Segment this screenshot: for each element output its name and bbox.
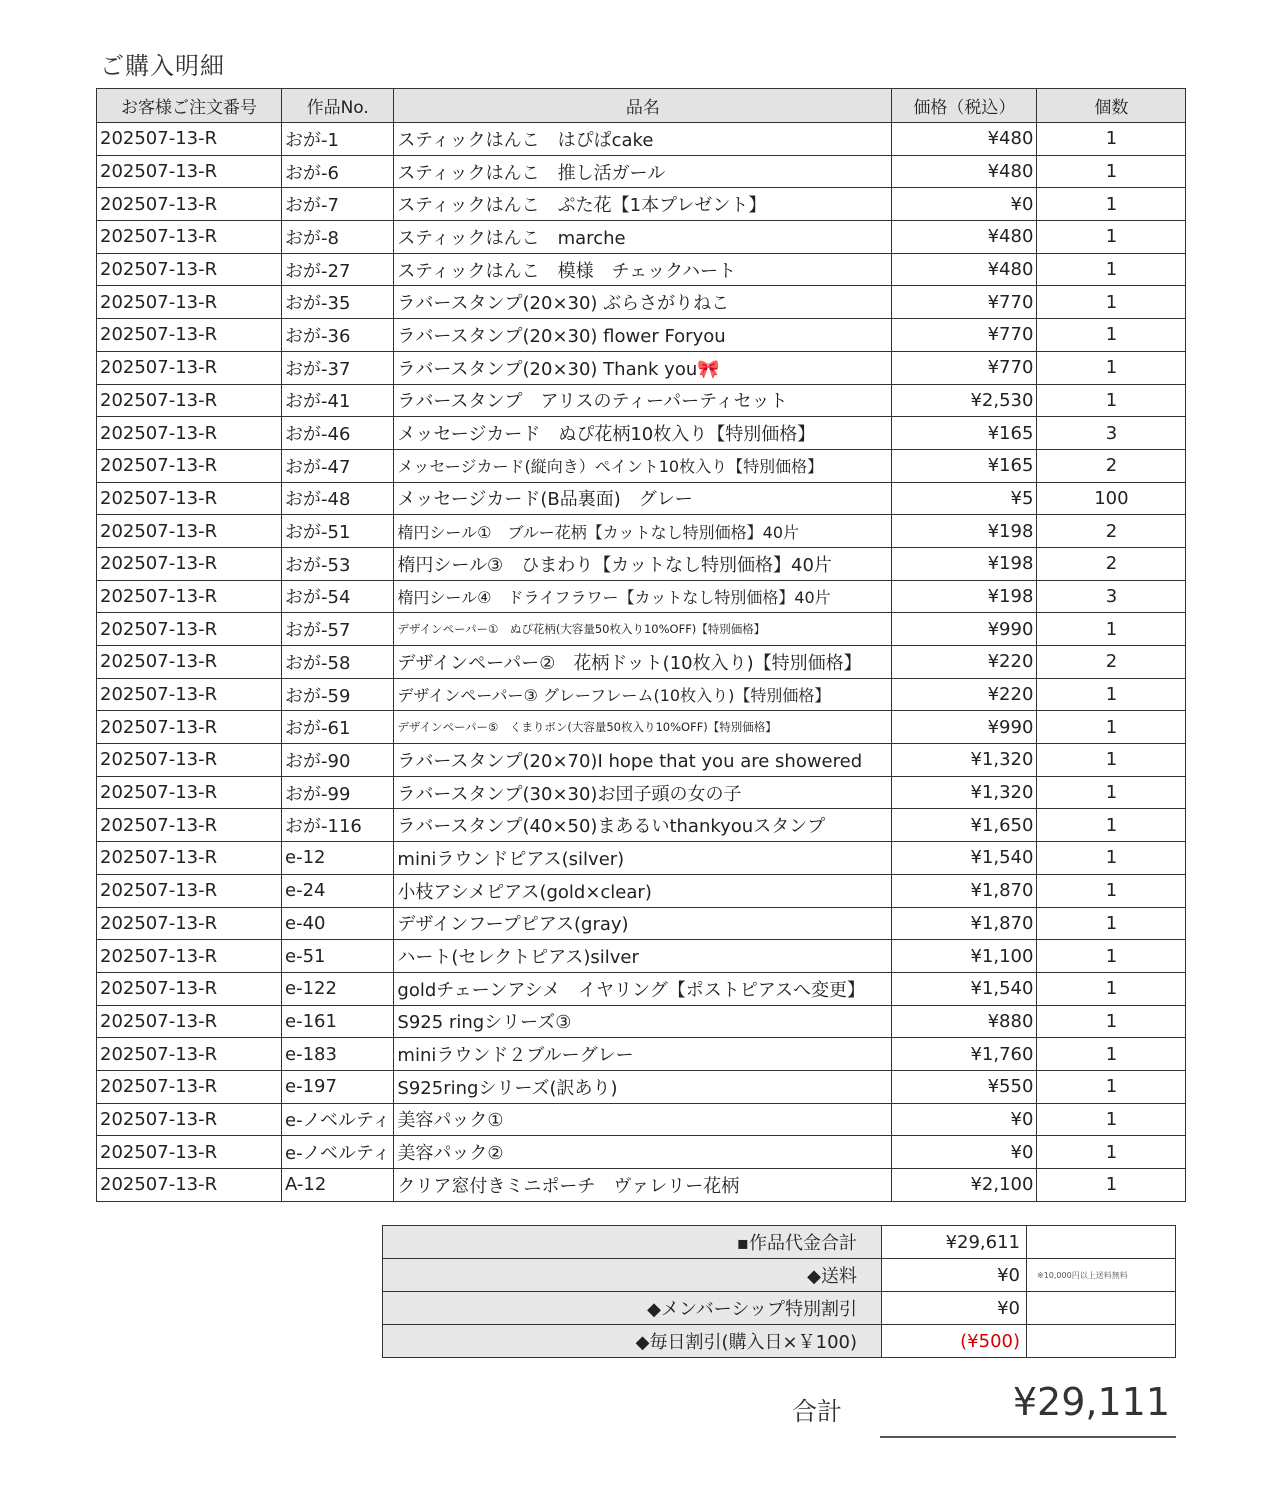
table-row <box>97 842 1186 875</box>
column-header-product-name: 品名 <box>394 89 892 123</box>
table-row <box>97 744 1186 777</box>
price-cell: ¥480 <box>892 155 1037 188</box>
table-row <box>97 351 1186 384</box>
quantity-cell: 2 <box>1037 449 1186 482</box>
price-cell: ¥2,530 <box>892 384 1037 417</box>
product-name-cell: デザインフープピアス(gray) <box>394 907 892 940</box>
price-cell: ¥1,870 <box>892 874 1037 907</box>
price-cell: ¥1,650 <box>892 809 1037 842</box>
price-cell: ¥770 <box>892 286 1037 319</box>
product-name-cell: ハート(セレクトピアス)silver <box>394 940 892 973</box>
quantity-cell: 2 <box>1037 515 1186 548</box>
product-name-cell: goldチェーンアシメ イヤリング【ポストピアスへ変更】 <box>394 972 892 1005</box>
quantity-cell: 1 <box>1037 678 1186 711</box>
order-number-cell: 202507-13-R <box>97 1005 282 1038</box>
item-number-cell: e-197 <box>282 1070 394 1103</box>
order-number-cell: 202507-13-R <box>97 188 282 221</box>
item-number-cell: おが-7 <box>282 188 394 221</box>
item-number-cell: おが-53 <box>282 547 394 580</box>
table-row <box>97 711 1186 744</box>
price-cell: ¥770 <box>892 351 1037 384</box>
order-number-cell: 202507-13-R <box>97 547 282 580</box>
summary-note <box>1027 1226 1176 1259</box>
summary-row <box>383 1325 1176 1358</box>
quantity-cell: 2 <box>1037 646 1186 679</box>
quantity-cell: 1 <box>1037 907 1186 940</box>
table-row <box>97 286 1186 319</box>
product-name-cell: S925 ringシリーズ③ <box>394 1005 892 1038</box>
order-number-cell: 202507-13-R <box>97 744 282 777</box>
table-row <box>97 678 1186 711</box>
table-row <box>97 776 1186 809</box>
product-name-cell: デザインペーパー② 花柄ドット(10枚入り)【特別価格】 <box>394 646 892 679</box>
table-row <box>97 613 1186 646</box>
item-number-cell: e-51 <box>282 940 394 973</box>
price-cell: ¥0 <box>892 1136 1037 1169</box>
item-number-cell: おが-99 <box>282 776 394 809</box>
item-number-cell: おが-90 <box>282 744 394 777</box>
quantity-cell: 1 <box>1037 188 1186 221</box>
quantity-cell: 1 <box>1037 286 1186 319</box>
item-number-cell: e-ノベルティ <box>282 1103 394 1136</box>
price-cell: ¥990 <box>892 711 1037 744</box>
table-header-row <box>97 89 1186 123</box>
quantity-cell: 1 <box>1037 155 1186 188</box>
summary-table <box>382 1225 1176 1358</box>
order-number-cell: 202507-13-R <box>97 155 282 188</box>
summary-value: ¥0 <box>882 1259 1027 1292</box>
order-number-cell: 202507-13-R <box>97 351 282 384</box>
quantity-cell: 1 <box>1037 221 1186 254</box>
quantity-cell: 1 <box>1037 744 1186 777</box>
price-cell: ¥770 <box>892 319 1037 352</box>
summary-value: (¥500) <box>882 1325 1027 1358</box>
item-number-cell: e-ノベルティ <box>282 1136 394 1169</box>
price-cell: ¥480 <box>892 253 1037 286</box>
price-cell: ¥1,540 <box>892 972 1037 1005</box>
quantity-cell: 2 <box>1037 547 1186 580</box>
table-row <box>97 1103 1186 1136</box>
price-cell: ¥550 <box>892 1070 1037 1103</box>
item-number-cell: おが-58 <box>282 646 394 679</box>
product-name-cell: スティックはんこ はぴぱcake <box>394 123 892 156</box>
page-title: ご購入明細 <box>100 52 225 80</box>
product-name-cell: miniラウンド２ブルーグレー <box>394 1038 892 1071</box>
item-number-cell: おが-46 <box>282 417 394 450</box>
quantity-cell: 1 <box>1037 613 1186 646</box>
order-number-cell: 202507-13-R <box>97 1103 282 1136</box>
product-name-cell: 小枝アシメピアス(gold×clear) <box>394 874 892 907</box>
table-row <box>97 1038 1186 1071</box>
product-name-cell: デザインペーパー① ぬぴ花柄(大容量50枚入り10%OFF)【特別価格】 <box>394 613 892 646</box>
order-number-cell: 202507-13-R <box>97 646 282 679</box>
table-row <box>97 1136 1186 1169</box>
summary-note: ※10,000円以上送料無料 <box>1027 1259 1176 1292</box>
product-name-cell: miniラウンドピアス(silver) <box>394 842 892 875</box>
summary-row <box>383 1226 1176 1259</box>
price-cell: ¥1,760 <box>892 1038 1037 1071</box>
table-row <box>97 809 1186 842</box>
order-number-cell: 202507-13-R <box>97 711 282 744</box>
order-number-cell: 202507-13-R <box>97 972 282 1005</box>
table-row <box>97 449 1186 482</box>
table-row <box>97 319 1186 352</box>
column-header-quantity: 個数 <box>1037 89 1186 123</box>
product-name-cell: ラバースタンプ(20×70)I hope that you are showered <box>394 744 892 777</box>
table-row <box>97 1005 1186 1038</box>
quantity-cell: 1 <box>1037 1038 1186 1071</box>
product-name-cell: 楕円シール④ ドライフラワー【カットなし特別価格】40片 <box>394 580 892 613</box>
price-cell: ¥220 <box>892 646 1037 679</box>
item-number-cell: おが-36 <box>282 319 394 352</box>
table-row <box>97 188 1186 221</box>
table-row <box>97 547 1186 580</box>
column-header-price: 価格（税込） <box>892 89 1037 123</box>
column-header-item-number: 作品No. <box>282 89 394 123</box>
summary-label: ▪作品代金合計 <box>383 1226 882 1259</box>
item-number-cell: おが-51 <box>282 515 394 548</box>
column-header-order-number: お客様ご注文番号 <box>97 89 282 123</box>
product-name-cell: スティックはんこ 推し活ガール <box>394 155 892 188</box>
quantity-cell: 1 <box>1037 842 1186 875</box>
item-number-cell: おが-35 <box>282 286 394 319</box>
product-name-cell: デザインペーパー③ グレーフレーム(10枚入り)【特別価格】 <box>394 678 892 711</box>
table-row <box>97 580 1186 613</box>
price-cell: ¥2,100 <box>892 1169 1037 1202</box>
grand-total-value: ¥29,111 <box>1012 1380 1170 1424</box>
quantity-cell: 3 <box>1037 580 1186 613</box>
purchase-details-table <box>96 88 1186 1202</box>
order-number-cell: 202507-13-R <box>97 515 282 548</box>
product-name-cell: ラバースタンプ(30×30)お団子頭の女の子 <box>394 776 892 809</box>
quantity-cell: 1 <box>1037 384 1186 417</box>
price-cell: ¥5 <box>892 482 1037 515</box>
table-row <box>97 1070 1186 1103</box>
quantity-cell: 1 <box>1037 123 1186 156</box>
product-name-cell: スティックはんこ ぷた花【1本プレゼント】 <box>394 188 892 221</box>
order-number-cell: 202507-13-R <box>97 449 282 482</box>
order-number-cell: 202507-13-R <box>97 940 282 973</box>
order-number-cell: 202507-13-R <box>97 319 282 352</box>
price-cell: ¥1,870 <box>892 907 1037 940</box>
table-row <box>97 123 1186 156</box>
table-row <box>97 253 1186 286</box>
price-cell: ¥880 <box>892 1005 1037 1038</box>
order-number-cell: 202507-13-R <box>97 221 282 254</box>
price-cell: ¥1,100 <box>892 940 1037 973</box>
table-row <box>97 940 1186 973</box>
table-row <box>97 1169 1186 1202</box>
product-name-cell: メッセージカード(縦向き）ペイント10枚入り【特別価格】 <box>394 449 892 482</box>
quantity-cell: 1 <box>1037 1103 1186 1136</box>
item-number-cell: おが-6 <box>282 155 394 188</box>
item-number-cell: おが-1 <box>282 123 394 156</box>
summary-label: ◆毎日割引(購入日×￥100) <box>383 1325 882 1358</box>
item-number-cell: A-12 <box>282 1169 394 1202</box>
price-cell: ¥165 <box>892 417 1037 450</box>
order-number-cell: 202507-13-R <box>97 776 282 809</box>
price-cell: ¥0 <box>892 188 1037 221</box>
item-number-cell: おが-57 <box>282 613 394 646</box>
order-number-cell: 202507-13-R <box>97 613 282 646</box>
table-body <box>97 123 1186 1202</box>
summary-row <box>383 1259 1176 1292</box>
order-number-cell: 202507-13-R <box>97 678 282 711</box>
quantity-cell: 1 <box>1037 776 1186 809</box>
item-number-cell: e-24 <box>282 874 394 907</box>
table-row <box>97 221 1186 254</box>
order-number-cell: 202507-13-R <box>97 123 282 156</box>
order-number-cell: 202507-13-R <box>97 482 282 515</box>
table-row <box>97 417 1186 450</box>
item-number-cell: e-40 <box>282 907 394 940</box>
table-row <box>97 874 1186 907</box>
grand-total-label: 合計 <box>792 1397 843 1426</box>
item-number-cell: おが-59 <box>282 678 394 711</box>
item-number-cell: おが-8 <box>282 221 394 254</box>
item-number-cell: おが-41 <box>282 384 394 417</box>
item-number-cell: e-12 <box>282 842 394 875</box>
product-name-cell: 美容パック② <box>394 1136 892 1169</box>
price-cell: ¥0 <box>892 1103 1037 1136</box>
quantity-cell: 100 <box>1037 482 1186 515</box>
summary-row <box>383 1292 1176 1325</box>
item-number-cell: おが-48 <box>282 482 394 515</box>
order-number-cell: 202507-13-R <box>97 1038 282 1071</box>
summary-label: ◆送料 <box>383 1259 882 1292</box>
price-cell: ¥1,320 <box>892 776 1037 809</box>
quantity-cell: 1 <box>1037 1136 1186 1169</box>
product-name-cell: ラバースタンプ(20×30) Thank you🎀 <box>394 351 892 384</box>
product-name-cell: スティックはんこ marche <box>394 221 892 254</box>
price-cell: ¥198 <box>892 580 1037 613</box>
product-name-cell: デザインペーパー⑤ くまりボン(大容量50枚入り10%OFF)【特別価格】 <box>394 711 892 744</box>
quantity-cell: 3 <box>1037 417 1186 450</box>
table-row <box>97 482 1186 515</box>
item-number-cell: おが-61 <box>282 711 394 744</box>
summary-value: ¥29,611 <box>882 1226 1027 1259</box>
product-name-cell: 楕円シール③ ひまわり【カットなし特別価格】40片 <box>394 547 892 580</box>
table-row <box>97 646 1186 679</box>
item-number-cell: e-122 <box>282 972 394 1005</box>
table-row <box>97 972 1186 1005</box>
product-name-cell: S925ringシリーズ(訳あり) <box>394 1070 892 1103</box>
order-number-cell: 202507-13-R <box>97 384 282 417</box>
order-number-cell: 202507-13-R <box>97 1169 282 1202</box>
table-row <box>97 384 1186 417</box>
item-number-cell: おが-54 <box>282 580 394 613</box>
item-number-cell: おが-27 <box>282 253 394 286</box>
price-cell: ¥198 <box>892 515 1037 548</box>
price-cell: ¥1,540 <box>892 842 1037 875</box>
item-number-cell: e-183 <box>282 1038 394 1071</box>
quantity-cell: 1 <box>1037 1070 1186 1103</box>
order-number-cell: 202507-13-R <box>97 286 282 319</box>
quantity-cell: 1 <box>1037 711 1186 744</box>
price-cell: ¥1,320 <box>892 744 1037 777</box>
price-cell: ¥480 <box>892 221 1037 254</box>
grand-total-underline <box>880 1436 1176 1438</box>
summary-label: ◆メンバーシップ特別割引 <box>383 1292 882 1325</box>
product-name-cell: ラバースタンプ アリスのティーパーティセット <box>394 384 892 417</box>
quantity-cell: 1 <box>1037 874 1186 907</box>
quantity-cell: 1 <box>1037 351 1186 384</box>
quantity-cell: 1 <box>1037 972 1186 1005</box>
table-row <box>97 155 1186 188</box>
quantity-cell: 1 <box>1037 253 1186 286</box>
summary-note <box>1027 1325 1176 1358</box>
summary-value: ¥0 <box>882 1292 1027 1325</box>
order-number-cell: 202507-13-R <box>97 874 282 907</box>
order-number-cell: 202507-13-R <box>97 907 282 940</box>
product-name-cell: 美容パック① <box>394 1103 892 1136</box>
product-name-cell: 楕円シール① ブルー花柄【カットなし特別価格】40片 <box>394 515 892 548</box>
price-cell: ¥220 <box>892 678 1037 711</box>
table-row <box>97 907 1186 940</box>
order-number-cell: 202507-13-R <box>97 253 282 286</box>
summary-body <box>383 1226 1176 1358</box>
order-number-cell: 202507-13-R <box>97 1070 282 1103</box>
product-name-cell: スティックはんこ 模様 チェックハート <box>394 253 892 286</box>
quantity-cell: 1 <box>1037 1169 1186 1202</box>
price-cell: ¥198 <box>892 547 1037 580</box>
item-number-cell: おが-47 <box>282 449 394 482</box>
product-name-cell: ラバースタンプ(40×50)まあるいthankyouスタンプ <box>394 809 892 842</box>
summary-note <box>1027 1292 1176 1325</box>
price-cell: ¥165 <box>892 449 1037 482</box>
quantity-cell: 1 <box>1037 940 1186 973</box>
quantity-cell: 1 <box>1037 1005 1186 1038</box>
item-number-cell: e-161 <box>282 1005 394 1038</box>
order-number-cell: 202507-13-R <box>97 809 282 842</box>
order-number-cell: 202507-13-R <box>97 580 282 613</box>
item-number-cell: おが-116 <box>282 809 394 842</box>
order-number-cell: 202507-13-R <box>97 1136 282 1169</box>
product-name-cell: ラバースタンプ(20×30) ぶらさがりねこ <box>394 286 892 319</box>
product-name-cell: メッセージカード ぬぴ花柄10枚入り【特別価格】 <box>394 417 892 450</box>
order-number-cell: 202507-13-R <box>97 842 282 875</box>
product-name-cell: メッセージカード(B品裏面) グレー <box>394 482 892 515</box>
order-number-cell: 202507-13-R <box>97 417 282 450</box>
price-cell: ¥480 <box>892 123 1037 156</box>
product-name-cell: クリア窓付きミニポーチ ヴァレリー花柄 <box>394 1169 892 1202</box>
quantity-cell: 1 <box>1037 319 1186 352</box>
table-row <box>97 515 1186 548</box>
price-cell: ¥990 <box>892 613 1037 646</box>
item-number-cell: おが-37 <box>282 351 394 384</box>
quantity-cell: 1 <box>1037 809 1186 842</box>
product-name-cell: ラバースタンプ(20×30) flower Foryou <box>394 319 892 352</box>
